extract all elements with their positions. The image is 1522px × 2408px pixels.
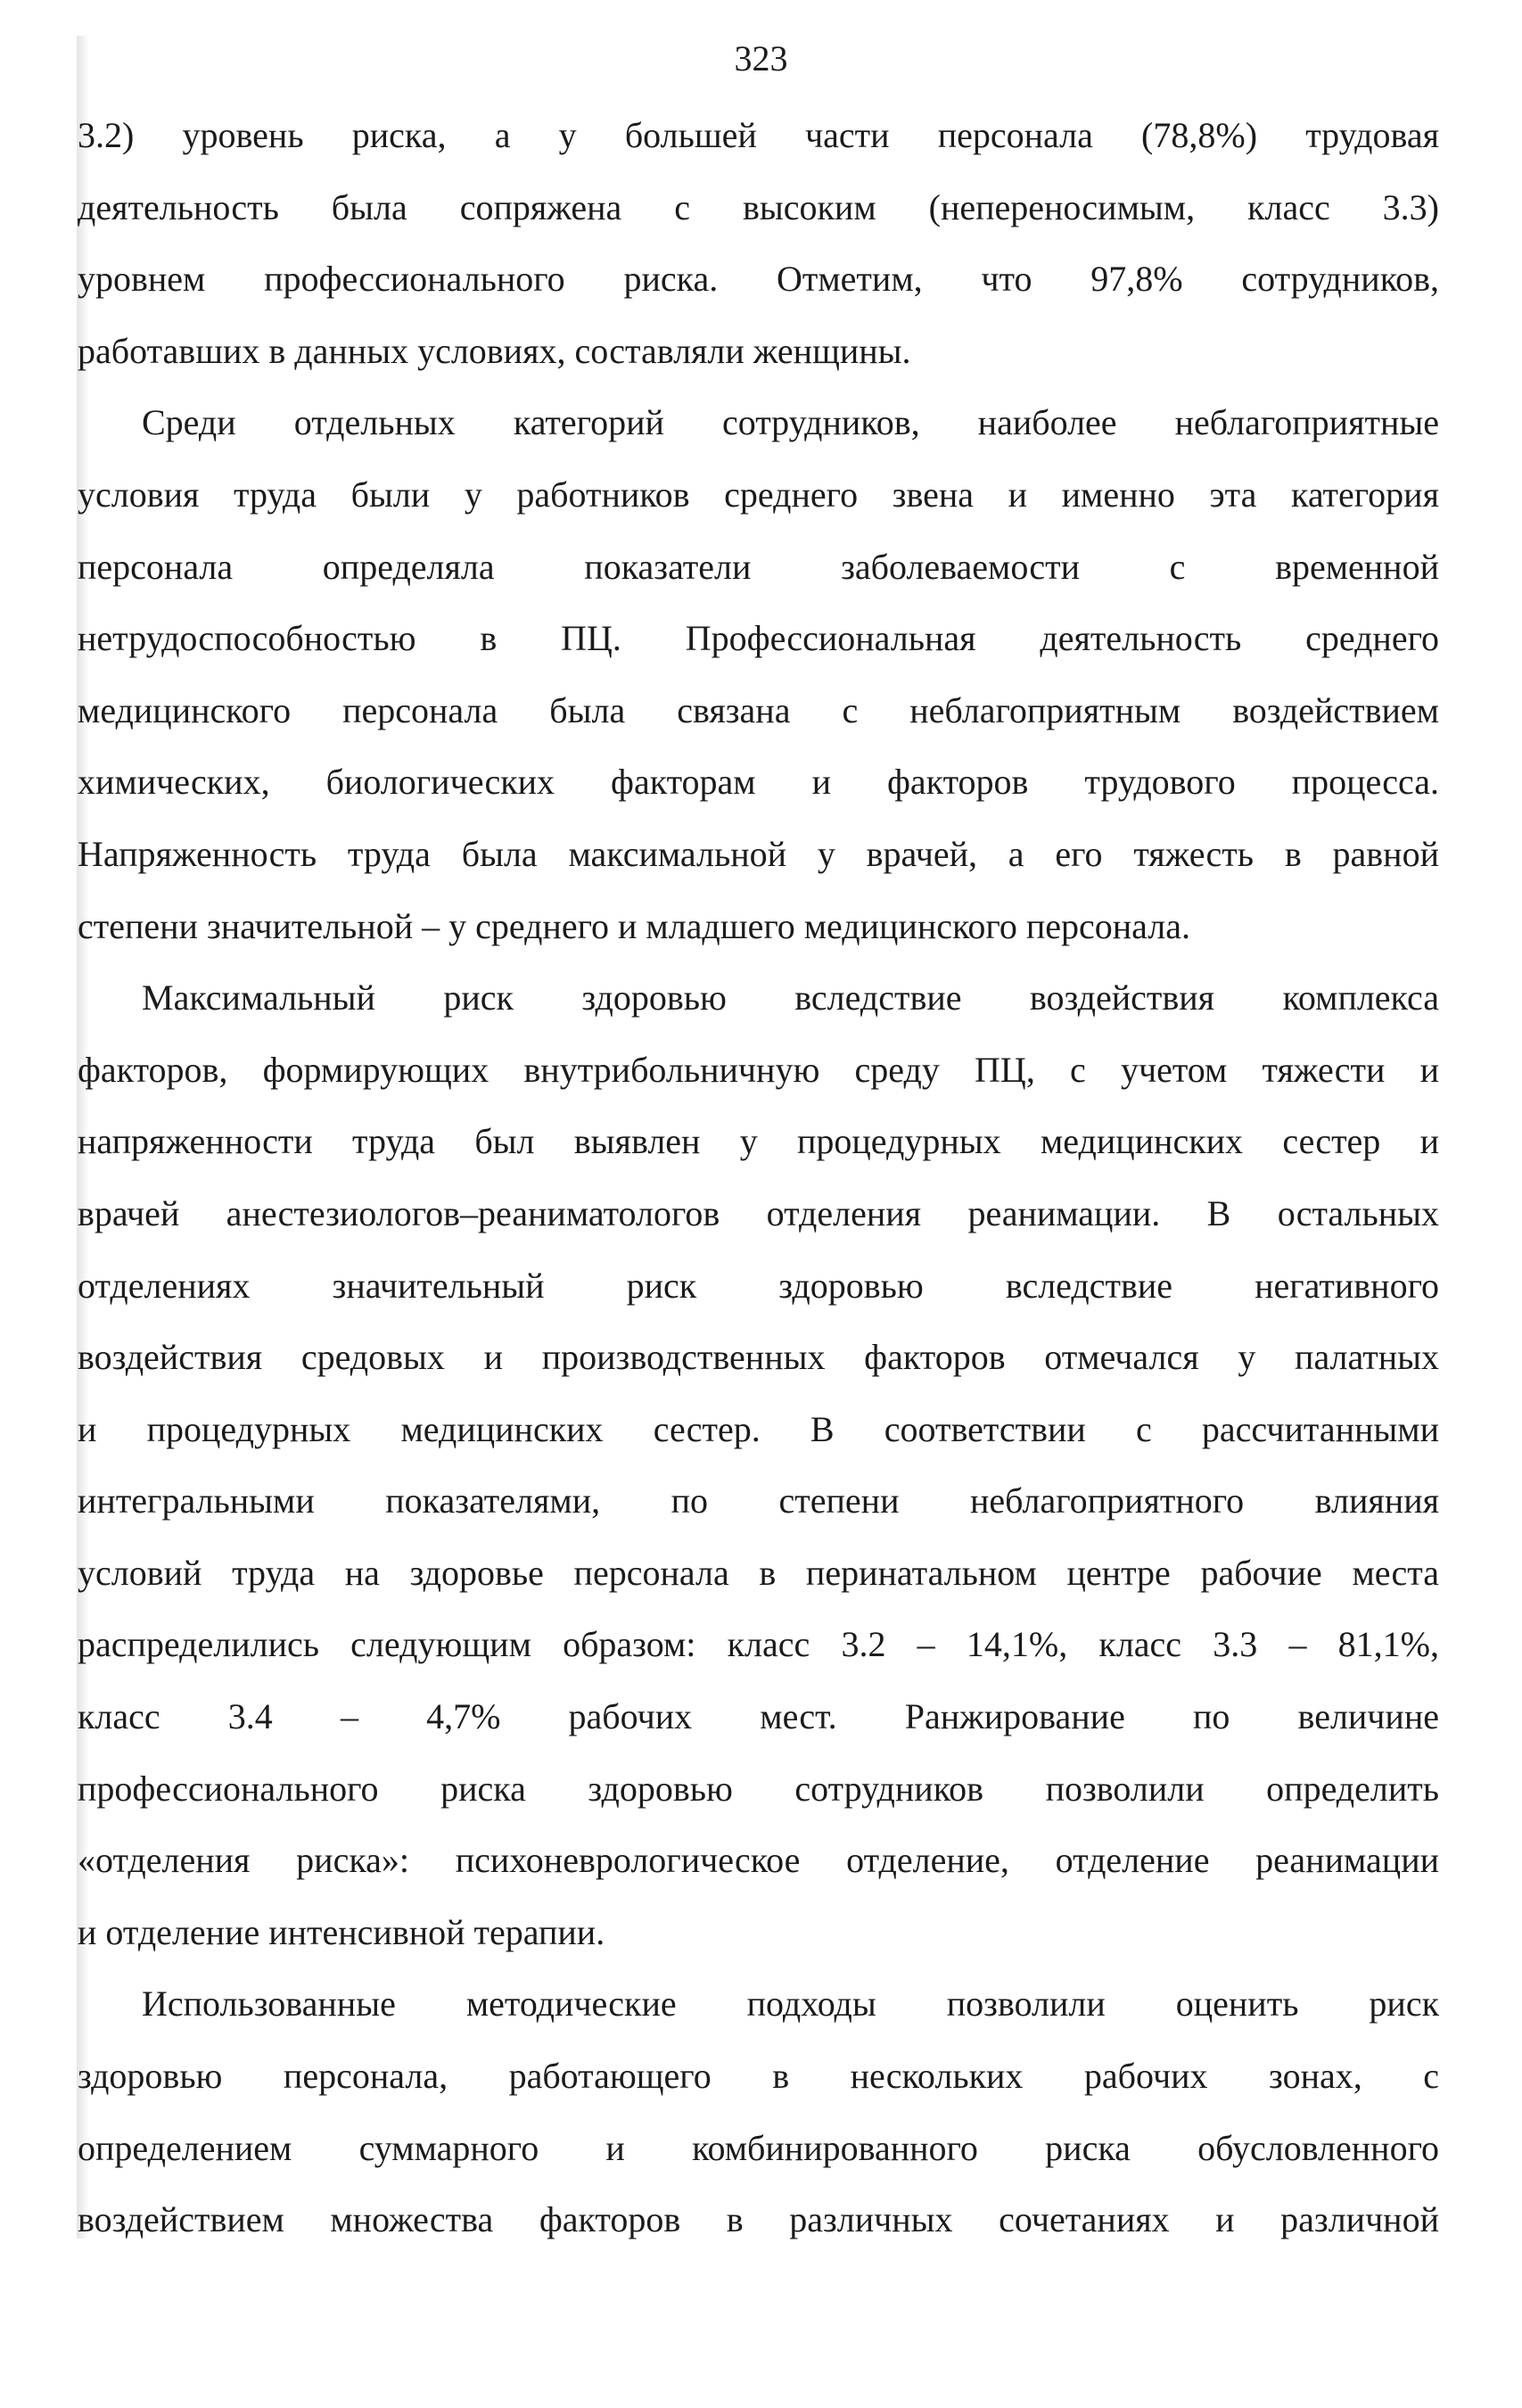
text-line: Использованные методические подходы позволили оценить риск (142, 1983, 1439, 2025)
body-text (78, 100, 1439, 2256)
text-line: воздействием множества факторов в различных сочетаниях и различной (78, 2199, 1439, 2240)
text-line: здоровью персонала, работающего в нескольких рабочих зонах, с (78, 2056, 1439, 2097)
text-line: и процедурных медицинских сестер. В соответствии с рассчитанными (78, 1408, 1439, 1449)
text-line: «отделения риска»: психоневрологическое отделение, отделение реанимации (78, 1840, 1439, 1881)
text-line: работавших в данных условиях, составляли женщины. (78, 330, 911, 371)
text-line: профессионального риска здоровью сотрудников позволили определить (78, 1768, 1439, 1809)
text-line: врачей анестезиологов–реаниматологов отделения реанимации. В остальных (78, 1192, 1439, 1233)
text-line: уровнем профессионального риска. Отметим, что 97,8% сотрудников, (78, 259, 1439, 300)
text-line: деятельность была сопряжена с высоким (непереносимым, класс 3.3) (78, 186, 1439, 227)
text-line: интегральными показателями, по степени неблагоприятного влияния (78, 1480, 1439, 1521)
text-line: Среди отдельных категорий сотрудников, наиболее неблагоприятные (142, 402, 1439, 443)
text-line: Максимальный риск здоровью вследствие воздействия комплекса (142, 977, 1439, 1018)
text-line: медицинского персонала была связана с неблагоприятным воздействием (78, 689, 1439, 730)
text-line: и отделение интенсивной терапии. (78, 1911, 605, 1952)
text-line: условий труда на здоровье персонала в перинатальном центре рабочие места (78, 1552, 1439, 1593)
text-line: определением суммарного и комбинированного риска обусловленного (78, 2127, 1439, 2168)
text-line: условия труда были у работников среднего звена и именно эта категория (78, 474, 1439, 515)
text-line: воздействия средовых и производственных факторов отмечался у палатных (78, 1337, 1439, 1378)
page-number: 323 (734, 38, 788, 78)
text-line: распределились следующим образом: класс 3.2 – 14,1%, класс 3.3 – 81,1%, (78, 1624, 1439, 1665)
text-line: Напряженность труда была максимальной у врачей, а его тяжесть в равной (78, 833, 1439, 874)
text-line: класс 3.4 – 4,7% рабочих мест. Ранжирование по величине (78, 1696, 1439, 1737)
text-line: нетрудоспособностью в ПЦ. Профессиональная деятельность среднего (78, 618, 1439, 659)
text-line: факторов, формирующих внутрибольничную среду ПЦ, с учетом тяжести и (78, 1049, 1439, 1090)
text-line: отделениях значительный риск здоровью вследствие негативного (78, 1265, 1439, 1306)
text-line: степени значительной – у среднего и младшего медицинского персонала. (78, 905, 1190, 946)
text-line: химических, биологических факторам и факторов трудового процесса. (78, 762, 1439, 803)
text-line: напряженности труда был выявлен у процедурных медицинских сестер и (78, 1121, 1439, 1162)
text-line: 3.2) уровень риска, а у большей части персонала (78,8%) трудовая (78, 115, 1439, 155)
text-line: персонала определяла показатели заболеваемости с временной (78, 546, 1439, 587)
